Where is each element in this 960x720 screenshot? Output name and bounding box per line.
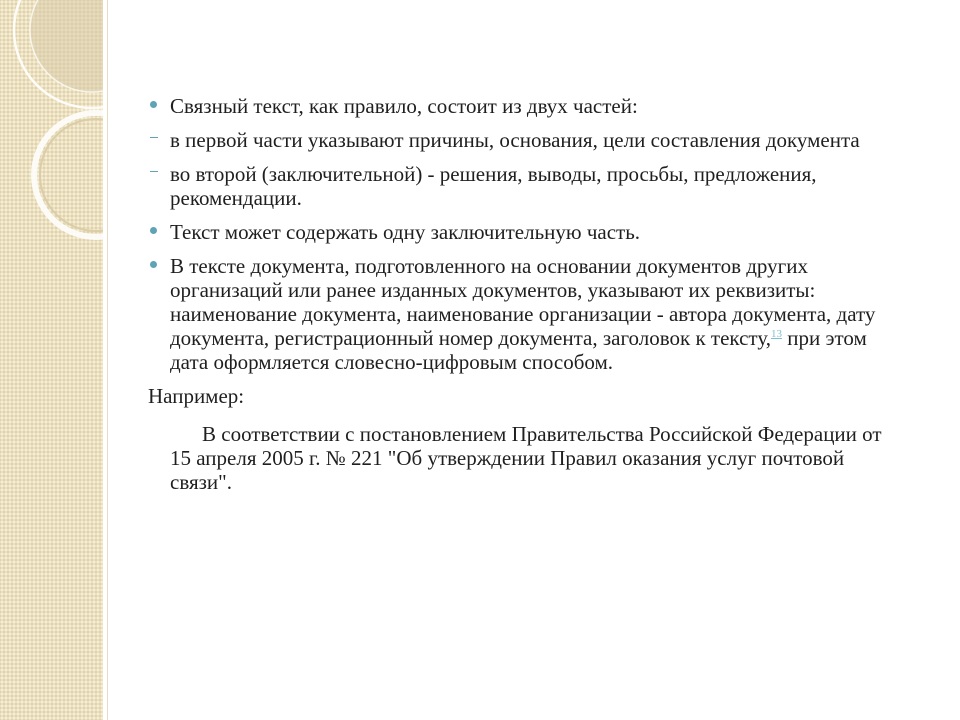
example-label: Например: xyxy=(148,384,245,408)
panel-divider-line xyxy=(107,0,108,720)
bullet-dot-icon xyxy=(148,94,158,118)
bullet-dot-icon xyxy=(148,220,158,244)
circle-ornament-icon xyxy=(0,0,103,260)
list-item xyxy=(148,128,888,152)
list-item-text-continued: при этом дата оформляется словесно-цифровым способом. xyxy=(170,326,867,374)
list-item-text: во второй (заключительной) - решения, выводы, просьбы, предложения, рекомендации. xyxy=(170,162,817,210)
list-item xyxy=(148,94,888,118)
slide-content xyxy=(148,94,888,494)
list-item xyxy=(148,162,888,210)
list-item xyxy=(148,220,888,244)
bullet-dash-icon xyxy=(148,162,158,186)
bullet-dash-icon xyxy=(148,128,158,152)
footnote-link[interactable]: 13 xyxy=(770,328,782,340)
list-item-text: Текст может содержать одну заключительную часть. xyxy=(170,220,641,244)
bullet-dot-icon xyxy=(148,254,158,278)
list-item-text: в первой части указывают причины, основания, цели составления документа xyxy=(170,128,860,152)
decorative-side-panel xyxy=(0,0,103,720)
list-item-text: Связный текст, как правило, состоит из двух частей: xyxy=(170,94,638,118)
list-item xyxy=(148,254,888,374)
example-quote: В соответствии с постановлением Правительства Российской Федерации от 15 апреля 2005 г. № 221 "Об утверждении Правил оказания услуг почтовой связи". xyxy=(170,422,882,494)
list-item-text: В тексте документа, подготовленного на основании документов других организаций или ранее изданных документов, указывают их реквизиты: наименование документа, наименование организации - автора документа, дату документа, регистрационный номер документа, заголовок к тексту, xyxy=(170,254,876,350)
